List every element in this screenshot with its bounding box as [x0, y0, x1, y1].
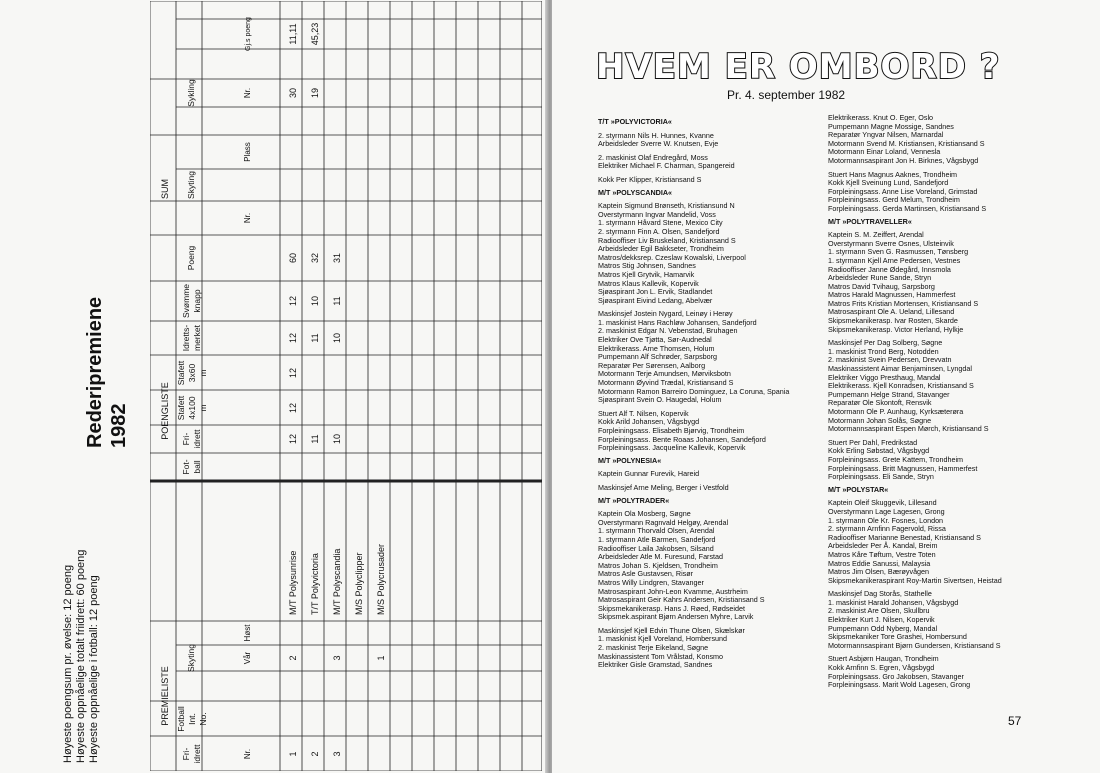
crew-entry: 2. maskinist Terje Eikeland, Søgne	[598, 643, 709, 653]
date-subtitle: Pr. 4. september 1982	[727, 88, 846, 102]
crew-entry: Maskinsjef Jostein Nygard, Leinøy i Herøy	[598, 309, 733, 319]
cell-text: Gj.s poeng	[245, 17, 252, 51]
crew-entry: Motormann Øyvind Trædal, Kristiansand S	[598, 378, 734, 388]
crew-entry: 2. styrmann Finn A. Olsen, Sandefjord	[598, 226, 720, 236]
crew-entry: Kokk Per Klipper, Kristiansand S	[598, 174, 702, 184]
crew-entry: Overstyrmann Lage Lagesen, Grong	[828, 506, 945, 516]
cell-text: idrett	[192, 429, 202, 449]
crew-entry: Skipsmekanikeraspirant Roy-Martin Sivertsen, Heistad	[828, 575, 1002, 585]
crew-entry: Motormannsaspirant Bjørn Gundersen, Kristiansand S	[828, 640, 1001, 650]
crew-entry: 1. maskinist Hans Rachløw Johansen, Sandefjord	[598, 317, 757, 327]
crew-column-right	[828, 114, 1073, 690]
crew-entry: Matros Harald Magnussen, Hammerfest	[828, 290, 956, 300]
cell-text: Plass	[243, 142, 252, 162]
crew-entry: 1. styrmann Thorvald Olsen, Arendal	[598, 526, 715, 536]
crew-entry: Maskinsjef Kjell Edvin Thune Olsen, Skælskør	[598, 625, 745, 635]
cell-text: 10	[310, 295, 320, 307]
cell-text: Fri-	[181, 432, 191, 446]
cell-text: 2	[310, 751, 320, 757]
crew-entry: Motormann Ramon Barreiro Dominguez, La Coruna, Spania	[598, 386, 790, 396]
crew-entry: Overstyrmann Ragnvald Helgøy, Arendal	[598, 517, 729, 527]
crew-entry: Elektriker Viggo Presthaug, Mandal	[828, 372, 941, 382]
crew-entry: Kokk Arnfinn S. Egren, Vågsbygd	[828, 663, 935, 673]
crew-entry: Matros David Tvihaug, Sarpsborg	[828, 281, 935, 291]
crew-entry: Motormann Terje Amundsen, Mørviksbotn	[598, 369, 731, 379]
ship-heading: M/T »POLYSTAR«	[828, 484, 889, 494]
crew-entry: 1. styrmann Atle Barmen, Sandefjord	[598, 534, 716, 544]
crew-entry: Elektriker Gisle Gramstad, Sandnes	[598, 660, 713, 670]
left-page	[0, 0, 548, 773]
crew-entry: Forpleiningsass. Britt Magnussen, Hammerfest	[828, 463, 978, 473]
crew-entry: Motormann Ole P. Aunhaug, Kyrksæterøra	[828, 407, 964, 416]
cell-text: 11	[332, 296, 342, 306]
cell-text: Skyting	[186, 644, 196, 672]
crew-entry: Arbeidsleder Atle M. Furesund, Farstad	[598, 552, 724, 562]
crew-entry: Skipsmekanikerasp. Ivar Rosten, Skarde	[828, 316, 958, 326]
crew-entry: Skipsmekanikerasp. Hans J. Røed, Rødseidet	[598, 603, 746, 613]
page-title	[83, 297, 131, 448]
cell-text: 4x100	[187, 396, 197, 420]
cell-text: Nr.	[243, 212, 252, 224]
cell-text: Fot-	[181, 459, 191, 475]
crew-entry: 1. styrmann Ole Kr. Fosnes, London	[828, 515, 944, 525]
crew-entry: Maskinsjef Dag Storås, Stathelle	[828, 589, 932, 599]
crew-entry: 1. maskinist Kjell Voreland, Hombersund	[598, 634, 728, 644]
right-page	[552, 0, 1100, 773]
cell-text: Idretts-	[181, 324, 191, 352]
crew-entry: Sjøaspirant Jon L. Ervik, Stadlandet	[598, 287, 713, 297]
crew-entry: 1. styrmann Sven G. Rasmussen, Tønsberg	[828, 247, 969, 257]
cell-text: Vår	[243, 651, 252, 665]
cell-text: 1	[288, 751, 298, 757]
cell-text: 1	[376, 655, 386, 661]
crew-entry: Matros Frits Kristian Mortensen, Kristiansand S	[828, 298, 979, 308]
crew-entry: Elektriker Ove Tjøtta, Sør-Audnedal	[598, 335, 712, 345]
crew-entry: Forpleiningsass. Grete Kattem, Trondheim	[828, 454, 964, 464]
ship-heading: M/T »POLYNESIA«	[598, 455, 662, 465]
page-number: 57	[1008, 714, 1022, 728]
crew-entry: Reparatør Ole Skontoft, Rensvik	[828, 398, 932, 408]
crew-entry: 2. maskinist Are Olsen, Skullbru	[828, 606, 930, 616]
title-year: 1982	[108, 403, 130, 448]
cell-text: 12	[288, 332, 298, 344]
cell-text: m	[198, 369, 208, 377]
crew-entry: Reparatør Per Sørensen, Aalborg	[598, 360, 706, 370]
crew-entry: Kaptein Ola Mosberg, Søgne	[598, 509, 691, 519]
cell-text: No.	[198, 712, 208, 726]
cell-text: Høst	[243, 624, 252, 642]
crew-entry: Overstyrmann Ingvar Mandelid, Voss	[598, 209, 716, 219]
crew-entry: Matros Kåre Tøftum, Vestre Toten	[828, 549, 936, 559]
crew-entry: Maskinsjef Arne Meling, Berger i Vestfold	[598, 482, 729, 492]
cell-text: SUM	[160, 179, 170, 199]
cell-text: 12	[288, 402, 298, 414]
crew-entry: Arbeidsleder Per Å. Kandal, Breim	[828, 541, 938, 551]
crew-entry: Maskinassistent Aimar Benjaminsen, Lyngdal	[828, 364, 972, 374]
crew-entry: 2. styrmann Nils H. Hunnes, Kvanne	[598, 130, 714, 140]
crew-entry: Motormann Svend M. Kristiansen, Kristiansand S	[828, 138, 985, 148]
crew-entry: Forpleiningsass. Gerd Melum, Trondheim	[828, 195, 960, 205]
crew-entry: Matros Johan S. Kjeldsen, Trondheim	[598, 560, 718, 570]
results-table-svg	[150, 1, 542, 771]
crew-entry: 2. maskinist Olaf Endregård, Moss	[598, 152, 708, 162]
crew-entry: Elektrikerass. Kjell Konradsen, Kristiansand S	[828, 381, 974, 391]
cell-text: 12	[288, 433, 298, 445]
cell-text: PREMIELISTE	[160, 666, 170, 726]
cell-text: idrett	[192, 744, 202, 764]
note-line: Høyeste poengsum pr. øvelse: 12 poeng	[62, 564, 74, 763]
crew-entry: Kaptein Sigmund Brønseth, Kristiansund N	[598, 201, 735, 211]
crew-entry: Matrosaspirant Geir Kahrs Andersen, Kristiansand S	[598, 595, 765, 605]
crew-entry: Elektrikerass. Knut O. Eger, Oslo	[828, 113, 934, 122]
crew-entry: Arbeidsleder Sverre W. Knutsen, Evje	[598, 139, 719, 149]
crew-entry: Overstyrmann Sverre Osnes, Ulsteinvik	[828, 238, 954, 248]
crew-entry: Forpleiningsass. Marit Wold Lagesen, Grong	[828, 680, 971, 690]
cell-text: 12	[288, 295, 298, 307]
crew-entry: Reparatør Yngvar Nilsen, Marnardal	[828, 130, 944, 140]
crew-entry: Kokk Kjell Sveinung Lund, Sandefjord	[828, 178, 949, 188]
crew-entry: Kaptein Oleif Skuggevik, Lillesand	[828, 498, 937, 508]
crew-entry: Motormannsaspirant Espen Mørch, Kristiansand S	[828, 424, 989, 434]
crew-entry: Skipsmekaniker Tore Grashei, Hombersund	[828, 632, 967, 642]
crew-entry: Pumpemann Magne Mossige, Sandnes	[828, 121, 954, 131]
crew-entry: Motormann Johan Solås, Søgne	[828, 415, 932, 425]
crew-entry: Matros Willy Lindgren, Stavanger	[598, 577, 704, 587]
note-line: Høyeste oppnåelige totalt friidrett: 60 poeng	[75, 549, 87, 763]
crew-entry: Kokk Erling Søbstad, Vågsbygd	[828, 446, 930, 456]
cell-text: 3	[332, 655, 342, 661]
crew-entry: Pumpemann Alf Schrøder, Sarpsborg	[598, 352, 718, 362]
cell-text: Nr.	[243, 87, 252, 99]
crew-entry: Maskinsjef Per Dag Solberg, Søgne	[828, 338, 943, 348]
crew-entry: Elektriker Kurt J. Nilsen, Kopervik	[828, 615, 935, 625]
cell-text: ball	[192, 460, 202, 474]
crew-entry: Motormann Einar Loland, Vennesla	[828, 147, 941, 157]
crew-entry: Radiooffiser Laila Jakobsen, Silsand	[598, 543, 714, 553]
crew-entry: Stuert Hans Magnus Aaknes, Trondheim	[828, 169, 958, 179]
cell-text: 32	[310, 252, 320, 264]
crew-entry: Forpleiningsass. Bente Roaas Johansen, Sandefjord	[598, 434, 766, 444]
crew-entry: Matros Asle Gustavsen, Risør	[598, 569, 694, 579]
crew-entry: Radiooffiser Liv Bruskeland, Kristiansand S	[598, 235, 736, 245]
crew-entry: Sjøaspirant Svein O. Haugedal, Holum	[598, 395, 722, 405]
cell-text: Nr.	[243, 748, 252, 760]
crew-entry: Matros/dekksrep. Czeslaw Kowalski, Liverpool	[598, 252, 746, 262]
crew-entry: 2. styrmann Arnfinn Fagervold, Rissa	[828, 524, 946, 534]
cell-text: Fotball	[176, 706, 186, 732]
crew-column-left	[598, 114, 823, 670]
cell-text: Stafett	[176, 360, 186, 386]
cell-text: T/T Polyvictoria	[310, 553, 320, 615]
crew-entry: Matros Eddie Sanussi, Malaysia	[828, 558, 931, 568]
cell-text: 30	[288, 87, 298, 99]
crew-entry: Matrosaspirant John-Leon Kvamme, Austrheim	[598, 586, 748, 596]
crew-entry: Matrosaspirant Ole A. Ueland, Lillesand	[828, 307, 955, 317]
crew-entry: Matros Stig Johnsen, Sandnes	[598, 261, 696, 271]
cell-text: 2	[288, 655, 298, 661]
cell-text: merket	[192, 325, 202, 351]
crew-entry: Matros Jim Olsen, Bærøyvågen	[828, 567, 930, 577]
crew-entry: Skipsmekanikerasp. Victor Herland, Hylkje	[828, 324, 964, 334]
crew-entry: Radiooffiser Janne Ødegård, Innsmola	[828, 264, 951, 274]
cell-text: 11,11	[288, 23, 298, 45]
crew-entry: Elektriker Michael F. Charman, Spangereid	[598, 161, 735, 171]
cell-text: 11	[310, 434, 320, 444]
scoring-notes	[62, 550, 101, 763]
crew-entry: Kokk Arild Johansen, Vågsbygd	[598, 417, 700, 427]
cell-text: knapp	[192, 289, 202, 313]
cell-text: M/T Polyscandia	[332, 548, 342, 615]
crew-entry: 1. styrmann Kjell Arne Pedersen, Vestnes	[828, 255, 961, 265]
crew-entry: 2. maskinist Edgar N. Vebenstad, Bruhagen	[598, 326, 738, 336]
cell-text: Poeng	[186, 245, 196, 271]
crew-entry: Arbeidsleder Rune Sande, Stryn	[828, 273, 932, 283]
cell-text: POENGLISTE	[160, 382, 170, 440]
crew-entry: 1. maskinist Harald Johansen, Vågsbygd	[828, 597, 959, 607]
cell-text: M/S Polyclipper	[354, 552, 364, 615]
cell-text: Fri-	[181, 747, 191, 761]
cell-text: 3x60	[187, 363, 197, 383]
ship-heading: T/T »POLYVICTORIA«	[598, 117, 672, 126]
crew-entry: Stuert Alf T. Nilsen, Kopervik	[598, 408, 689, 418]
cell-text: 3	[332, 751, 342, 757]
cell-text: m	[198, 404, 208, 412]
cell-text: M/T Polysunrise	[288, 550, 298, 615]
cell-text: M/S Polycrusader	[376, 543, 386, 615]
crew-entry: Matros Kjell Grytvik, Hamarvik	[598, 269, 695, 279]
crew-entry: Forpleiningsass. Gro Jakobsen, Stavanger	[828, 671, 964, 681]
cell-text: Int.	[187, 713, 197, 725]
crew-entry: 2. maskinist Svein Pedersen, Drevvatn	[828, 355, 952, 365]
crew-entry: Kaptein S. M. Zeiffert, Arendal	[828, 230, 924, 240]
cell-text: Sykling	[186, 79, 196, 107]
title-line: Rederipremiene	[84, 296, 106, 448]
cell-text: 31	[332, 252, 342, 264]
crew-entry: Maskinassistent Tom Vrålstad, Konsmo	[598, 651, 724, 661]
crew-entry: Stuert Asbjørn Haugan, Trondheim	[828, 654, 939, 664]
crew-entry: 1. maskinist Trond Berg, Notodden	[828, 346, 939, 356]
crew-entry: Forpleiningsass. Elisabeth Bjørvig, Trondheim	[598, 426, 745, 435]
crew-entry: Skipsmek.aspirant Bjørn Andersen Myhre, Larvik	[598, 612, 754, 622]
rotated-content	[0, 0, 548, 773]
crew-entry: Stuert Per Dahl, Fredrikstad	[828, 437, 918, 447]
cell-text: 19	[310, 87, 320, 99]
heading-text: HVEM ER OMBORD ?	[596, 47, 1001, 86]
crew-entry: Radiooffiser Marianne Benestad, Kristiansand S	[828, 532, 981, 542]
note-line: Høyeste oppnåelige i fotball: 12 poeng	[88, 575, 100, 763]
page-heading	[596, 42, 1006, 86]
crew-entry: Elektrikerass. Arne Thomsen, Holum	[598, 343, 715, 353]
crew-entry: Forpleiningsass. Anne Lise Voreland, Grimstad	[828, 186, 978, 196]
crew-entry: Pumpemann Odd Nyberg, Mandal	[828, 623, 938, 633]
crew-entry: Forpleiningsass. Eli Sande, Stryn	[828, 472, 934, 482]
ship-heading: M/T »POLYTRADER«	[598, 495, 670, 505]
cell-text: 60	[288, 252, 298, 264]
crew-entry: Sjøaspirant Eivind Ledang, Abelvær	[598, 295, 713, 305]
cell-text: 45,23	[310, 22, 320, 46]
ship-heading: M/T »POLYTRAVELLER«	[828, 216, 912, 226]
crew-entry: Arbeidsleder Egil Bakkseter, Trondheim	[598, 244, 724, 254]
crew-entry: Pumpemann Helge Strand, Stavanger	[828, 389, 950, 399]
crew-entry: Kaptein Gunnar Furevik, Hareid	[598, 469, 700, 479]
results-table	[150, 1, 547, 771]
crew-entry: Motormannsaspirant Jon H. Birknes, Vågsbygd	[828, 155, 979, 165]
cell-text: Svømme	[181, 284, 191, 318]
crew-entry: Forpleiningsass. Gerda Martinsen, Kristiansand S	[828, 203, 987, 213]
crew-entry: 1. styrmann Håvard Stene, Mexico City	[598, 218, 723, 228]
cell-text: 12	[288, 367, 298, 379]
cell-text: Skyting	[186, 171, 196, 199]
cell-text: Stafett	[176, 395, 186, 421]
cell-text: 10	[332, 332, 342, 344]
crew-entry: Matros Klaus Kallevik, Kopervik	[598, 278, 699, 288]
ship-heading: M/T »POLYSCANDIA«	[598, 187, 673, 197]
crew-entry: Forpleiningsass. Jacqueline Kallevik, Kopervik	[598, 443, 746, 453]
cell-text: 10	[332, 433, 342, 445]
cell-text: 11	[310, 333, 320, 343]
